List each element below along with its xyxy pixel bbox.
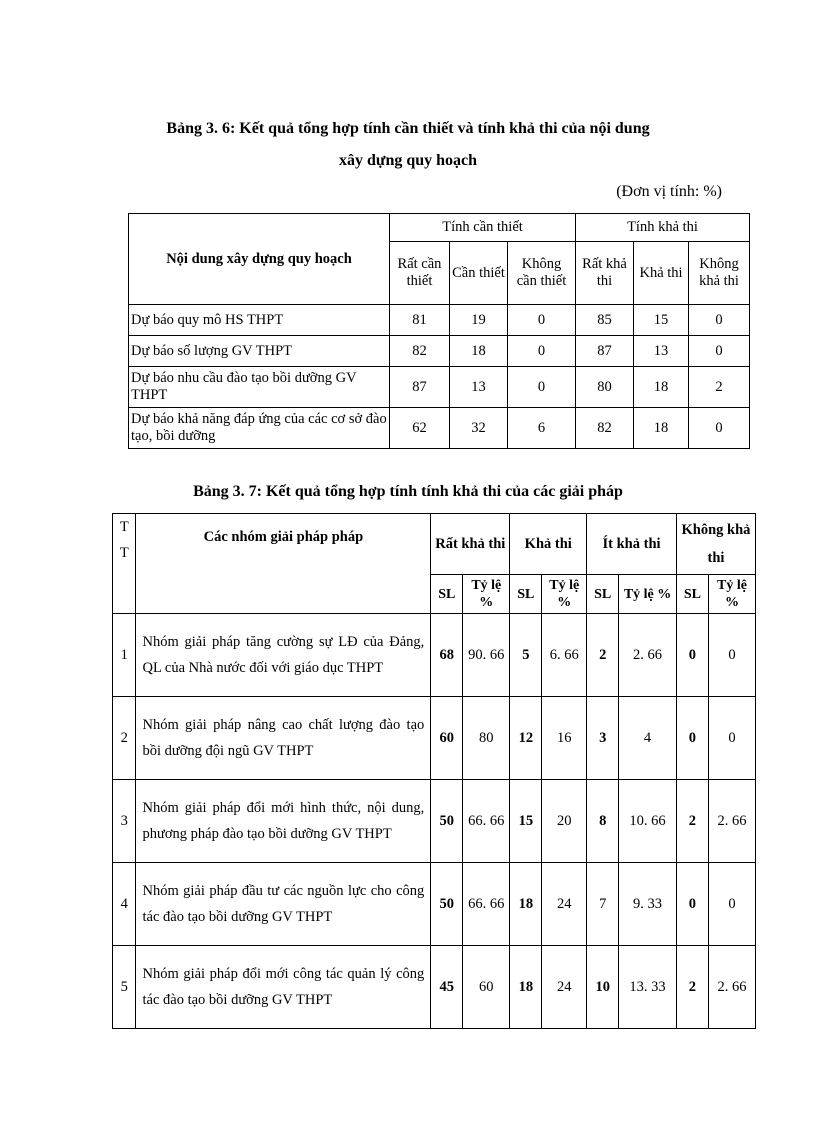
table1-feasibility-necessity — [128, 213, 750, 449]
table1-cell: 0 — [508, 336, 576, 367]
table1-subheader: Rất cần thiết — [390, 242, 450, 305]
table-row — [113, 780, 756, 863]
table1-cell: 32 — [450, 408, 508, 449]
table2-sl: 15 — [510, 780, 542, 863]
table1-cell: 19 — [450, 305, 508, 336]
table2-tt: 1 — [113, 614, 136, 697]
table2-pct: 10. 66 — [619, 780, 677, 863]
table2-pct: 66. 66 — [463, 780, 510, 863]
table1-subheader: Không khả thi — [689, 242, 750, 305]
table1-cell: 82 — [576, 408, 634, 449]
table2-sl: 45 — [431, 946, 463, 1029]
table1-unit-note: (Đơn vị tính: %) — [616, 183, 722, 200]
table2-desc: Nhóm giải pháp đổi mới hình thức, nội dung, phương pháp đào tạo bồi dưỡng GV THPT — [136, 780, 431, 863]
table1-cell: 18 — [634, 367, 689, 408]
table2-sl: 3 — [587, 697, 619, 780]
table2-header-group: Các nhóm giải pháp pháp — [136, 514, 431, 614]
table1-cell: 87 — [576, 336, 634, 367]
table1-cell: 13 — [450, 367, 508, 408]
table2-sl: 68 — [431, 614, 463, 697]
table2-pct: 13. 33 — [619, 946, 677, 1029]
table1-cell: 15 — [634, 305, 689, 336]
table2-header-tt: T T — [113, 514, 136, 614]
table2-header-pct: Tỷ lệ % — [542, 575, 587, 614]
table2-header-sl: SL — [676, 575, 708, 614]
table2-pct: 20 — [542, 780, 587, 863]
table1-cell: 18 — [634, 408, 689, 449]
table2-pct: 9. 33 — [619, 863, 677, 946]
table2-sl: 2 — [676, 946, 708, 1029]
table-row — [129, 367, 750, 408]
table2-sl: 2 — [676, 780, 708, 863]
table1-cell: 18 — [450, 336, 508, 367]
table1-cell: 0 — [689, 336, 750, 367]
table2-header-level: Rất khả thi — [431, 514, 510, 575]
table1-subheader: Không cần thiết — [508, 242, 576, 305]
table2-sl: 2 — [587, 614, 619, 697]
table2-sl: 8 — [587, 780, 619, 863]
table1-header-group-feasibility: Tính khả thi — [576, 214, 750, 242]
table1-cell: 0 — [508, 305, 576, 336]
table1-cell: 81 — [390, 305, 450, 336]
table2-tt: 3 — [113, 780, 136, 863]
table2-sl: 12 — [510, 697, 542, 780]
table-row — [113, 863, 756, 946]
table2-pct: 0 — [708, 863, 755, 946]
table2-sl: 50 — [431, 863, 463, 946]
table2-desc: Nhóm giải pháp đổi mới công tác quản lý công tác đào tạo bồi dưỡng GV THPT — [136, 946, 431, 1029]
table1-header-content: Nội dung xây dựng quy hoạch — [129, 214, 390, 305]
table1-title-line2: xây dựng quy hoạch — [338, 152, 478, 169]
table2-desc: Nhóm giải pháp đầu tư các nguồn lực cho công tác đào tạo bồi dưỡng GV THPT — [136, 863, 431, 946]
table2-sl: 7 — [587, 863, 619, 946]
table1-row-name: Dự báo khả năng đáp ứng của các cơ sở đào tạo, bồi dưỡng — [129, 408, 390, 449]
table2-sl: 0 — [676, 697, 708, 780]
table2-title: Bảng 3. 7: Kết quả tổng hợp tính tính khả thi của các giải pháp — [193, 483, 623, 500]
table1-subheader: Khả thi — [634, 242, 689, 305]
table2-header-sl: SL — [431, 575, 463, 614]
table2-sl: 0 — [676, 614, 708, 697]
table2-pct: 2. 66 — [708, 780, 755, 863]
table2-pct: 66. 66 — [463, 863, 510, 946]
table1-cell: 0 — [689, 408, 750, 449]
table2-pct: 0 — [708, 697, 755, 780]
table2-sl: 50 — [431, 780, 463, 863]
table2-pct: 0 — [708, 614, 755, 697]
table1-cell: 87 — [390, 367, 450, 408]
table2-pct: 4 — [619, 697, 677, 780]
table2-header-pct: Tỷ lệ % — [463, 575, 510, 614]
table2-pct: 90. 66 — [463, 614, 510, 697]
table2-sl: 60 — [431, 697, 463, 780]
table1-subheader: Rất khả thi — [576, 242, 634, 305]
table2-header-pct: Tỷ lệ % — [708, 575, 755, 614]
table-row — [129, 408, 750, 449]
table2-pct: 80 — [463, 697, 510, 780]
table1-cell: 85 — [576, 305, 634, 336]
table2-pct: 24 — [542, 863, 587, 946]
table2-desc: Nhóm giải pháp tăng cường sự LĐ của Đảng, QL của Nhà nước đối với giáo dục THPT — [136, 614, 431, 697]
table2-pct: 2. 66 — [619, 614, 677, 697]
table1-row-name: Dự báo nhu cầu đào tạo bồi dưỡng GV THPT — [129, 367, 390, 408]
table2-solution-feasibility — [112, 513, 756, 1029]
table-row — [129, 305, 750, 336]
table1-cell: 82 — [390, 336, 450, 367]
table-row — [129, 336, 750, 367]
table2-header-sl: SL — [587, 575, 619, 614]
table2-sl: 18 — [510, 946, 542, 1029]
table1-row-name: Dự báo quy mô HS THPT — [129, 305, 390, 336]
table2-tt: 4 — [113, 863, 136, 946]
table-row — [113, 614, 756, 697]
table1-cell: 62 — [390, 408, 450, 449]
table1-cell: 13 — [634, 336, 689, 367]
table1-cell: 6 — [508, 408, 576, 449]
table2-header-pct: Tỷ lệ % — [619, 575, 677, 614]
table1-cell: 2 — [689, 367, 750, 408]
table1-cell: 80 — [576, 367, 634, 408]
table2-pct: 16 — [542, 697, 587, 780]
table1-cell: 0 — [689, 305, 750, 336]
table2-pct: 60 — [463, 946, 510, 1029]
table2-sl: 5 — [510, 614, 542, 697]
table2-tt: 5 — [113, 946, 136, 1029]
table1-cell: 0 — [508, 367, 576, 408]
table2-header-level: Không khả thi — [676, 514, 755, 575]
table2-pct: 6. 66 — [542, 614, 587, 697]
table2-header-level: Ít khả thi — [587, 514, 677, 575]
table1-row-name: Dự báo số lượng GV THPT — [129, 336, 390, 367]
table-row — [113, 946, 756, 1029]
table2-header-sl: SL — [510, 575, 542, 614]
table2-sl: 10 — [587, 946, 619, 1029]
table2-pct: 2. 66 — [708, 946, 755, 1029]
table2-tt: 2 — [113, 697, 136, 780]
table2-pct: 24 — [542, 946, 587, 1029]
table2-sl: 18 — [510, 863, 542, 946]
table2-desc: Nhóm giải pháp nâng cao chất lượng đào tạo bồi dưỡng đội ngũ GV THPT — [136, 697, 431, 780]
table2-header-level: Khả thi — [510, 514, 587, 575]
table-row — [113, 697, 756, 780]
table1-header-group-necessity: Tính cần thiết — [390, 214, 576, 242]
table1-subheader: Cần thiết — [450, 242, 508, 305]
table2-sl: 0 — [676, 863, 708, 946]
table1-title-line1: Bảng 3. 6: Kết quả tổng hợp tính cần thiết và tính khả thi của nội dung — [166, 120, 650, 137]
